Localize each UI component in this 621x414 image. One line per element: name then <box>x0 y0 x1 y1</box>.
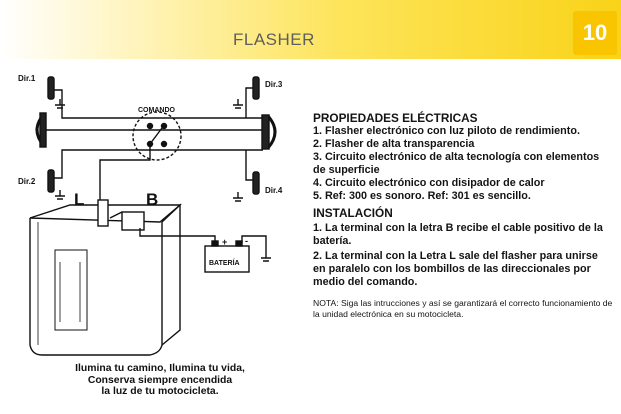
property-item: 5. Ref: 300 es sonoro. Ref: 301 es sencillo. <box>313 190 531 203</box>
text-panel <box>313 111 613 320</box>
properties-heading: PROPIEDADES ELÉCTRICAS <box>313 111 478 125</box>
label-terminal-l: L <box>74 190 85 209</box>
slogan-line-2: Conserva siempre encendida <box>87 374 233 386</box>
property-item: 1. Flasher electrónico con luz piloto de rendimiento. <box>313 125 580 137</box>
bulb-dir1-icon <box>48 77 54 99</box>
label-terminal-b: B <box>146 190 159 209</box>
label-minus: - <box>245 236 248 246</box>
installation-step-2: 2. La terminal con la Letra L sale del flasher para unirse en paralelo con los bombillos de las direccionales por medio del comando. <box>313 249 598 288</box>
label-comando: COMANDO <box>138 107 175 114</box>
installation-note: NOTA: Siga las intrucciones y así se garantizará el correcto funcionamiento de la unidad electrónica en su motocicleta. <box>313 298 613 320</box>
label-dir2: Dir.2 <box>18 177 36 186</box>
bulb-dir3-icon <box>253 77 259 99</box>
bulb-dir4-icon <box>253 172 259 194</box>
page-number-badge: 10 <box>573 11 617 55</box>
installation-step-1: 1. La terminal con la letra B recibe el cable positivo de la batería. <box>313 221 603 247</box>
comando-switch-icon <box>133 112 181 160</box>
page-title: FLASHER <box>233 30 315 49</box>
slogan-line-1: Ilumina tu camino, Ilumina tu vida, <box>75 363 245 374</box>
installation-heading: INSTALACIÓN <box>313 205 393 220</box>
slogan-line-3: la luz de tu motocicleta. <box>101 386 219 398</box>
property-item: 4. Circuito electrónico con disipador de calor <box>313 177 545 190</box>
label-bateria: BATERÍA <box>209 260 240 267</box>
property-item: 2. Flasher de alta transparencia <box>313 138 475 151</box>
property-item: 3. Circuito electrónico de alta tecnología con elementos de superficie <box>313 151 600 177</box>
label-dir3: Dir.3 <box>265 80 283 89</box>
label-dir1: Dir.1 <box>18 74 36 83</box>
flasher-unit-icon <box>30 200 180 355</box>
left-headlamp-icon <box>37 113 46 147</box>
label-plus: + <box>222 237 228 247</box>
wiring-diagram <box>0 60 310 360</box>
bulb-dir2-icon <box>48 170 54 192</box>
slogan <box>30 363 290 398</box>
right-headlamp-icon <box>262 115 275 149</box>
label-dir4: Dir.4 <box>265 186 283 195</box>
